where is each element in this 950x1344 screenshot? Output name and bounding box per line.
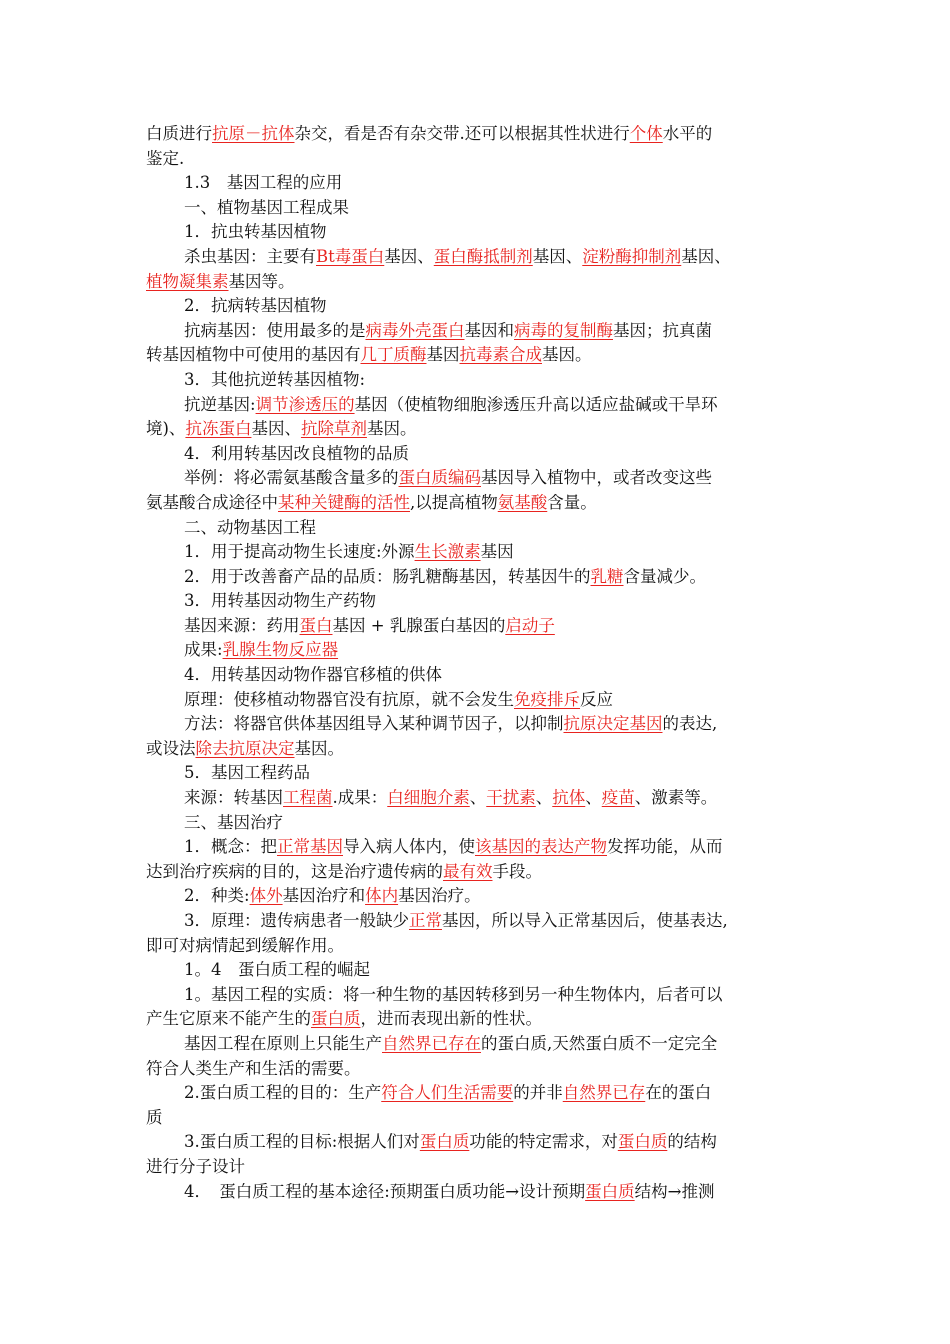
text-segment: 基因治疗。	[398, 886, 481, 906]
text-segment: 产生它原来不能产生的	[146, 1009, 311, 1029]
text-segment: 转基因植物中可使用的基因有	[146, 345, 361, 365]
text-segment: 基因。	[294, 738, 344, 758]
text-segment: 3.蛋白质工程的目标:根据人们对	[184, 1132, 420, 1152]
answer-keyword: 某种关键酶的活性	[278, 492, 410, 512]
text-segment: 4．用转基因动物作器官移植的供体	[184, 665, 442, 685]
text-segment: 基因、	[384, 246, 434, 266]
text-segment: 质	[146, 1107, 163, 1127]
text-line	[146, 294, 818, 319]
text-segment: 水平的	[662, 124, 713, 143]
text-segment: 抗病基因：使用最多的是	[184, 320, 366, 340]
text-line	[146, 1007, 818, 1032]
answer-keyword: 氨基酸	[497, 492, 548, 512]
text-line	[146, 122, 818, 147]
text-segment: .成果：	[332, 788, 388, 808]
text-segment: 发挥功能，从而	[607, 837, 723, 857]
answer-keyword: 抗除草剂	[300, 419, 367, 439]
text-line	[146, 1032, 818, 1057]
answer-keyword: 蛋白质	[617, 1132, 668, 1152]
answer-keyword: 自然界已存在	[382, 1033, 481, 1053]
answer-keyword: 几丁质酶	[360, 345, 427, 365]
text-segment: ,以提高植物	[410, 492, 498, 512]
answer-keyword: 正常基因	[277, 837, 343, 857]
text-segment: 或设法	[146, 738, 196, 758]
text-line	[146, 171, 818, 196]
answer-keyword: 抗体	[552, 788, 586, 808]
answer-keyword: 个体	[629, 124, 663, 143]
answer-keyword: 疫苗	[601, 788, 635, 808]
answer-keyword: 免疫排斥	[514, 689, 580, 709]
text-segment: 抗逆基因:	[184, 394, 256, 414]
answer-keyword: 生长激素	[414, 542, 481, 562]
answer-keyword: 蛋白	[299, 615, 333, 635]
text-segment: 氨基酸合成途径中	[146, 492, 278, 512]
text-segment: 二、动物基因工程	[184, 517, 316, 537]
text-segment: 1．抗虫转基因植物	[184, 222, 327, 242]
text-segment: 导入病人体内，使	[343, 837, 475, 857]
text-segment: 杀虫基因：主要有	[184, 246, 316, 266]
text-segment: 举例：将必需氨基酸含量多的	[184, 468, 399, 488]
text-line	[146, 491, 818, 516]
text-segment: 杂交，看是否有杂交带.还可以根据其性状进行	[294, 124, 630, 143]
answer-keyword: 体外	[249, 886, 283, 906]
text-line	[146, 737, 818, 762]
text-segment: 1。基因工程的实质：将一种生物的基因转移到另一种生物体内，后者可以	[184, 984, 723, 1004]
text-segment: 基因来源：药用	[184, 615, 300, 635]
text-segment: 1.3 基因工程的应用	[184, 173, 343, 193]
text-segment: 基因	[480, 542, 514, 562]
text-segment: 基因	[426, 345, 460, 365]
text-line	[146, 884, 818, 909]
text-segment: 、	[585, 788, 602, 808]
text-line	[146, 663, 818, 688]
text-segment: 基因 + 乳腺蛋白基因的	[332, 615, 506, 635]
text-line	[146, 761, 818, 786]
text-segment: 含量减少。	[623, 566, 706, 586]
text-segment: 4． 蛋白质工程的基本途径:预期蛋白质功能→设计预期	[184, 1181, 586, 1201]
text-segment: 功能的特定需求，对	[469, 1132, 618, 1152]
text-line	[146, 147, 818, 172]
text-segment: 基因，所以导入正常基因后，使基表达,	[442, 911, 728, 930]
answer-keyword: 抗冻蛋白	[185, 419, 252, 439]
text-segment: 基因和	[464, 320, 514, 340]
text-segment: 在的蛋白	[645, 1083, 712, 1103]
text-segment: 方法：将器官供体基因组导入某种调节因子，以抑制	[184, 714, 564, 734]
text-line	[146, 688, 818, 713]
text-line	[146, 466, 818, 491]
text-line	[146, 270, 818, 295]
text-segment: 、	[469, 788, 487, 808]
answer-keyword: 体内	[365, 886, 399, 906]
text-segment: 基因等。	[228, 271, 295, 291]
text-segment: 含量。	[547, 492, 597, 512]
answer-keyword: 蛋白质	[311, 1009, 361, 1029]
answer-keyword: 最有效	[443, 861, 493, 881]
text-segment: 来源：转基因	[184, 788, 283, 808]
text-segment: 2．种类:	[184, 886, 250, 906]
answer-keyword: 正常	[409, 911, 442, 930]
text-segment: 2．用于改善畜产品的品质：肠乳糖酶基因，转基因牛的	[184, 566, 591, 586]
text-segment: 2．抗病转基因植物	[184, 296, 327, 316]
document-body	[146, 122, 818, 1204]
text-line	[146, 638, 818, 663]
text-line	[146, 614, 818, 639]
text-segment: 反应	[580, 689, 613, 709]
answer-keyword: 蛋白质	[419, 1132, 470, 1152]
answer-keyword: 蛋白质编码	[398, 468, 481, 488]
answer-keyword: 干扰素	[486, 788, 536, 808]
answer-keyword: 调节渗透压的	[255, 394, 355, 414]
text-segment: 3．其他抗逆转基因植物:	[184, 369, 366, 389]
text-line	[146, 712, 818, 737]
text-line	[146, 1180, 818, 1205]
text-line	[146, 417, 818, 442]
text-line	[146, 245, 818, 270]
text-segment: 3．用转基因动物生产药物	[184, 591, 376, 611]
text-segment: 基因、	[532, 246, 583, 266]
answer-keyword: 乳腺生物反应器	[222, 640, 339, 660]
answer-keyword: 乳糖	[590, 566, 624, 586]
text-line	[146, 934, 818, 959]
text-line	[146, 516, 818, 541]
text-segment: 一、植物基因工程成果	[184, 197, 349, 217]
text-segment: 境)、	[146, 419, 186, 439]
text-line	[146, 393, 818, 418]
answer-keyword: 蛋白质	[585, 1181, 635, 1201]
answer-keyword: 该基因的表达产物	[475, 837, 607, 857]
text-segment: 符合人类生产和生活的需要。	[146, 1058, 361, 1078]
text-segment: 结构→推测	[634, 1181, 715, 1201]
text-segment: 三、基因治疗	[184, 812, 283, 832]
answer-keyword: 工程菌	[283, 788, 333, 808]
text-line	[146, 1130, 818, 1155]
text-segment: 、	[535, 788, 553, 808]
text-line	[146, 319, 818, 344]
text-segment: 1．用于提高动物生长速度:外源	[184, 542, 415, 562]
text-line	[146, 811, 818, 836]
text-segment: 5．基因工程药品	[184, 763, 310, 783]
text-segment: 、激素等。	[634, 788, 718, 808]
text-segment: 的结构	[667, 1132, 717, 1152]
text-line	[146, 368, 818, 393]
text-line	[146, 835, 818, 860]
text-segment: 手段。	[492, 861, 542, 881]
text-segment: 成果:	[184, 640, 223, 660]
text-line	[146, 1106, 818, 1131]
text-line	[146, 589, 818, 614]
answer-keyword: 蛋白酶抵制剂	[433, 246, 533, 266]
text-line	[146, 983, 818, 1008]
text-segment: 基因、	[681, 246, 731, 266]
text-line	[146, 1081, 818, 1106]
answer-keyword: 启动子	[505, 615, 555, 635]
text-segment: 基因导入植物中，或者改变这些	[481, 468, 712, 488]
text-segment: 基因（使植物细胞渗透压升高以适应盐碱或干旱环	[354, 394, 718, 414]
text-segment: 4．利用转基因改良植物的品质	[184, 443, 409, 463]
text-segment: 基因工程在原则上只能生产	[184, 1033, 382, 1053]
text-line	[146, 540, 818, 565]
text-segment: 原理：使移植动物器官没有抗原，就不会发生	[184, 689, 514, 709]
text-line	[146, 1057, 818, 1082]
answer-keyword: 植物凝集素	[146, 271, 229, 291]
answer-keyword: 抗毒素合成	[459, 345, 542, 365]
text-segment: 的并非	[513, 1083, 563, 1103]
text-segment: 1．概念：把	[184, 837, 277, 857]
text-segment: 2.蛋白质工程的目的：生产	[184, 1083, 382, 1103]
text-segment: 达到治疗疾病的目的，这是治疗遗传病的	[146, 861, 443, 881]
text-segment: 基因。	[366, 419, 417, 439]
text-segment: 的蛋白质,天然蛋白质不一定完全	[481, 1033, 718, 1053]
answer-keyword: 淀粉酶抑制剂	[582, 246, 682, 266]
text-line	[146, 220, 818, 245]
answer-keyword: 抗原－抗体	[212, 124, 295, 143]
answer-keyword: 除去抗原决定	[195, 738, 295, 758]
answer-keyword: 抗原决定基因	[563, 714, 663, 734]
text-segment: 鉴定.	[146, 148, 185, 168]
text-segment: 进行分子设计	[146, 1156, 245, 1176]
answer-keyword: 符合人们生活需要	[381, 1083, 514, 1103]
answer-keyword: 病毒外壳蛋白	[365, 320, 465, 340]
answer-keyword: Bt毒蛋白	[316, 246, 385, 266]
text-segment: 的表达,	[662, 714, 718, 734]
text-segment: 即可对病情起到缓解作用。	[146, 935, 344, 955]
text-segment: 基因治疗和	[282, 886, 366, 906]
text-segment: 白质进行	[146, 124, 212, 143]
text-line	[146, 343, 818, 368]
text-segment: 1。4 蛋白质工程的崛起	[184, 960, 370, 980]
answer-keyword: 病毒的复制酶	[514, 320, 613, 340]
text-line	[146, 1155, 818, 1180]
answer-keyword: 自然界已存	[562, 1083, 646, 1103]
text-line	[146, 909, 818, 934]
text-line	[146, 860, 818, 885]
text-segment: 基因、	[251, 419, 301, 439]
text-segment: 基因。	[542, 345, 592, 365]
text-segment: 基因；抗真菌	[613, 320, 712, 340]
text-line	[146, 786, 818, 811]
answer-keyword: 白细胞介素	[387, 788, 470, 808]
text-segment: ，进而表现出新的性状。	[360, 1009, 542, 1029]
text-line	[146, 442, 818, 467]
text-line	[146, 565, 818, 590]
text-segment: 3．原理：遗传病患者一般缺少	[184, 911, 409, 930]
text-line	[146, 196, 818, 221]
text-line	[146, 958, 818, 983]
